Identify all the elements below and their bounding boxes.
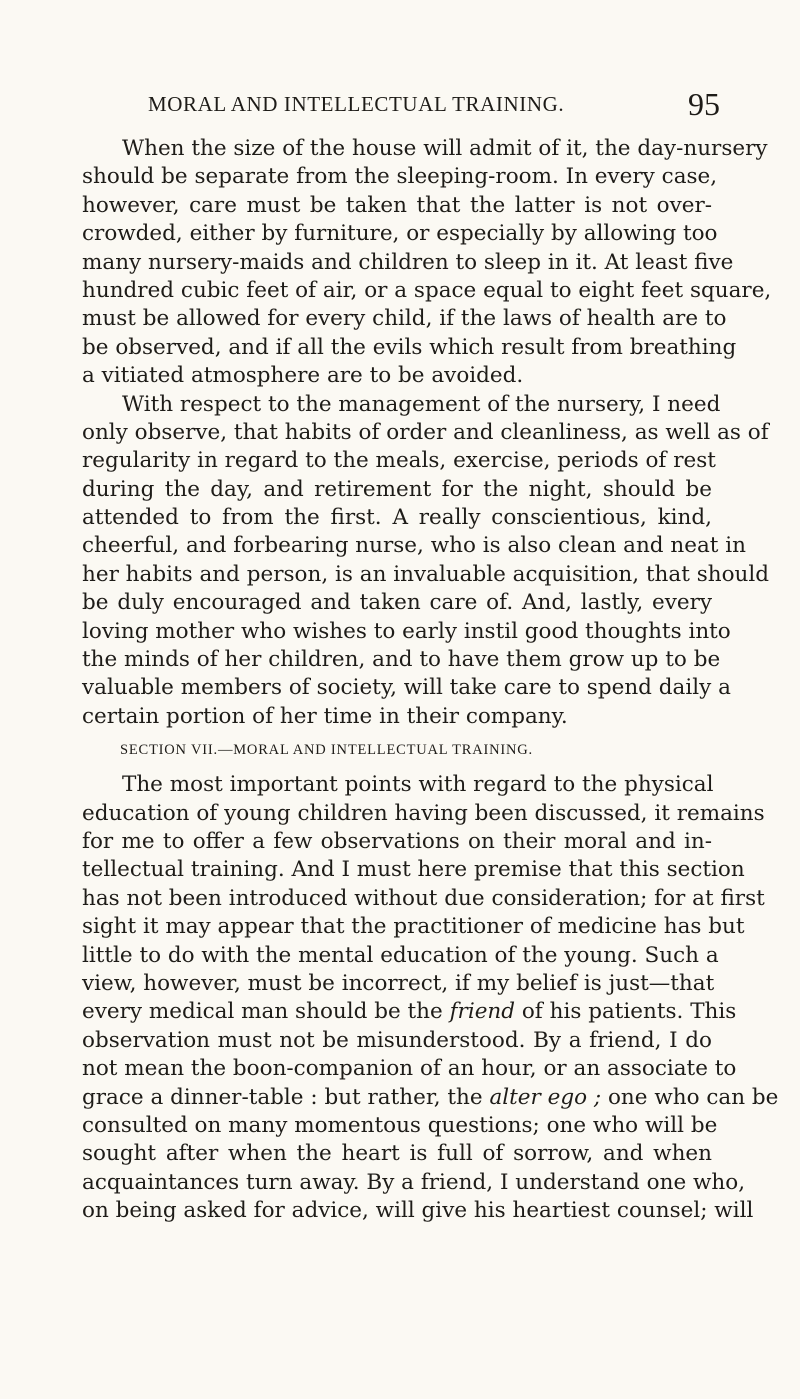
text-line: crowded, either by furniture, or especially by allowing too — [82, 221, 718, 247]
running-head — [148, 88, 720, 128]
body-text — [82, 135, 779, 1225]
text-line: When the size of the house will admit of it, the day-nursery — [122, 136, 768, 161]
text-line: sight it may appear that the practitioner of medicine has but — [82, 914, 745, 940]
text-line — [82, 1084, 779, 1112]
text-line: her habits and person, is an invaluable acquisition, that should — [82, 561, 770, 587]
line-text: one who can be — [601, 1084, 779, 1110]
text-line: during the day, and retirement for the night, should be — [82, 476, 712, 502]
text-line: little to do with the mental education of the young. Such a — [82, 942, 719, 968]
text-line: many nursery-maids and children to sleep in it. At least five — [82, 249, 734, 275]
text-line: loving mother who wishes to early instil good thoughts into — [82, 618, 731, 644]
text-line: observation must not be misunderstood. By a friend, I do — [82, 1027, 712, 1053]
text-line: a vitiated atmosphere are to be avoided. — [82, 363, 524, 389]
text-line: only observe, that habits of order and cleanliness, as well as of — [82, 419, 769, 445]
paragraph-3 — [82, 771, 779, 1225]
text-line: has not been introduced without due consideration; for at first — [82, 885, 765, 911]
paragraph-1 — [82, 135, 772, 391]
text-line: tellectual training. And I must here premise that this section — [82, 857, 745, 883]
line-text: of his patients. This — [515, 999, 737, 1025]
text-line: attended to from the first. A really conscientious, kind, — [82, 505, 712, 531]
text-line: must be allowed for every child, if the laws of health are to — [82, 306, 727, 332]
text-line: for me to offer a few observations on their moral and in- — [82, 828, 712, 854]
text-line: With respect to the management of the nursery, I need — [122, 391, 721, 417]
text-line: The most important points with regard to the physical — [122, 772, 714, 798]
text-line: the minds of her children, and to have them grow up to be — [82, 647, 721, 673]
text-line: acquaintances turn away. By a friend, I understand one who, — [82, 1169, 746, 1195]
italic-text: friend — [449, 999, 516, 1025]
text-line: regularity in regard to the meals, exercise, periods of rest — [82, 448, 716, 474]
text-line: view, however, must be incorrect, if my belief is just—that — [82, 970, 715, 996]
text-line: consulted on many momentous questions; one who will be — [82, 1112, 718, 1138]
text-line: however, care must be taken that the latter is not over- — [82, 192, 712, 218]
text-line: be duly encouraged and taken care of. And, lastly, every — [82, 590, 712, 616]
text-line: hundred cubic feet of air, or a space equal to eight feet square, — [82, 277, 772, 303]
paragraph-2 — [82, 391, 770, 732]
text-line: certain portion of her time in their company. — [82, 703, 568, 729]
text-line: be observed, and if all the evils which result from breathing — [82, 334, 737, 360]
text-line: sought after when the heart is full of sorrow, and when — [82, 1141, 712, 1167]
text-line: education of young children having been discussed, it remains — [82, 800, 765, 826]
text-line — [82, 998, 737, 1026]
text-line: cheerful, and forbearing nurse, who is also clean and neat in — [82, 533, 746, 559]
text-line: valuable members of society, will take care to spend daily a — [82, 675, 731, 701]
line-text: every medical man should be the — [82, 999, 450, 1025]
section-heading: SECTION VII.—MORAL AND INTELLECTUAL TRAINING. — [120, 742, 533, 759]
italic-text: alter ego ; — [489, 1084, 602, 1110]
text-line: not mean the boon-companion of an hour, or an associate to — [82, 1056, 737, 1082]
text-line: on being asked for advice, will give his heartiest counsel; will — [82, 1198, 754, 1224]
text-line: should be separate from the sleeping-room. In every case, — [82, 164, 718, 190]
running-title: MORAL AND INTELLECTUAL TRAINING. — [148, 92, 565, 116]
line-text: grace a dinner-table : but rather, the — [82, 1084, 490, 1110]
page-number: 95 — [688, 86, 720, 122]
